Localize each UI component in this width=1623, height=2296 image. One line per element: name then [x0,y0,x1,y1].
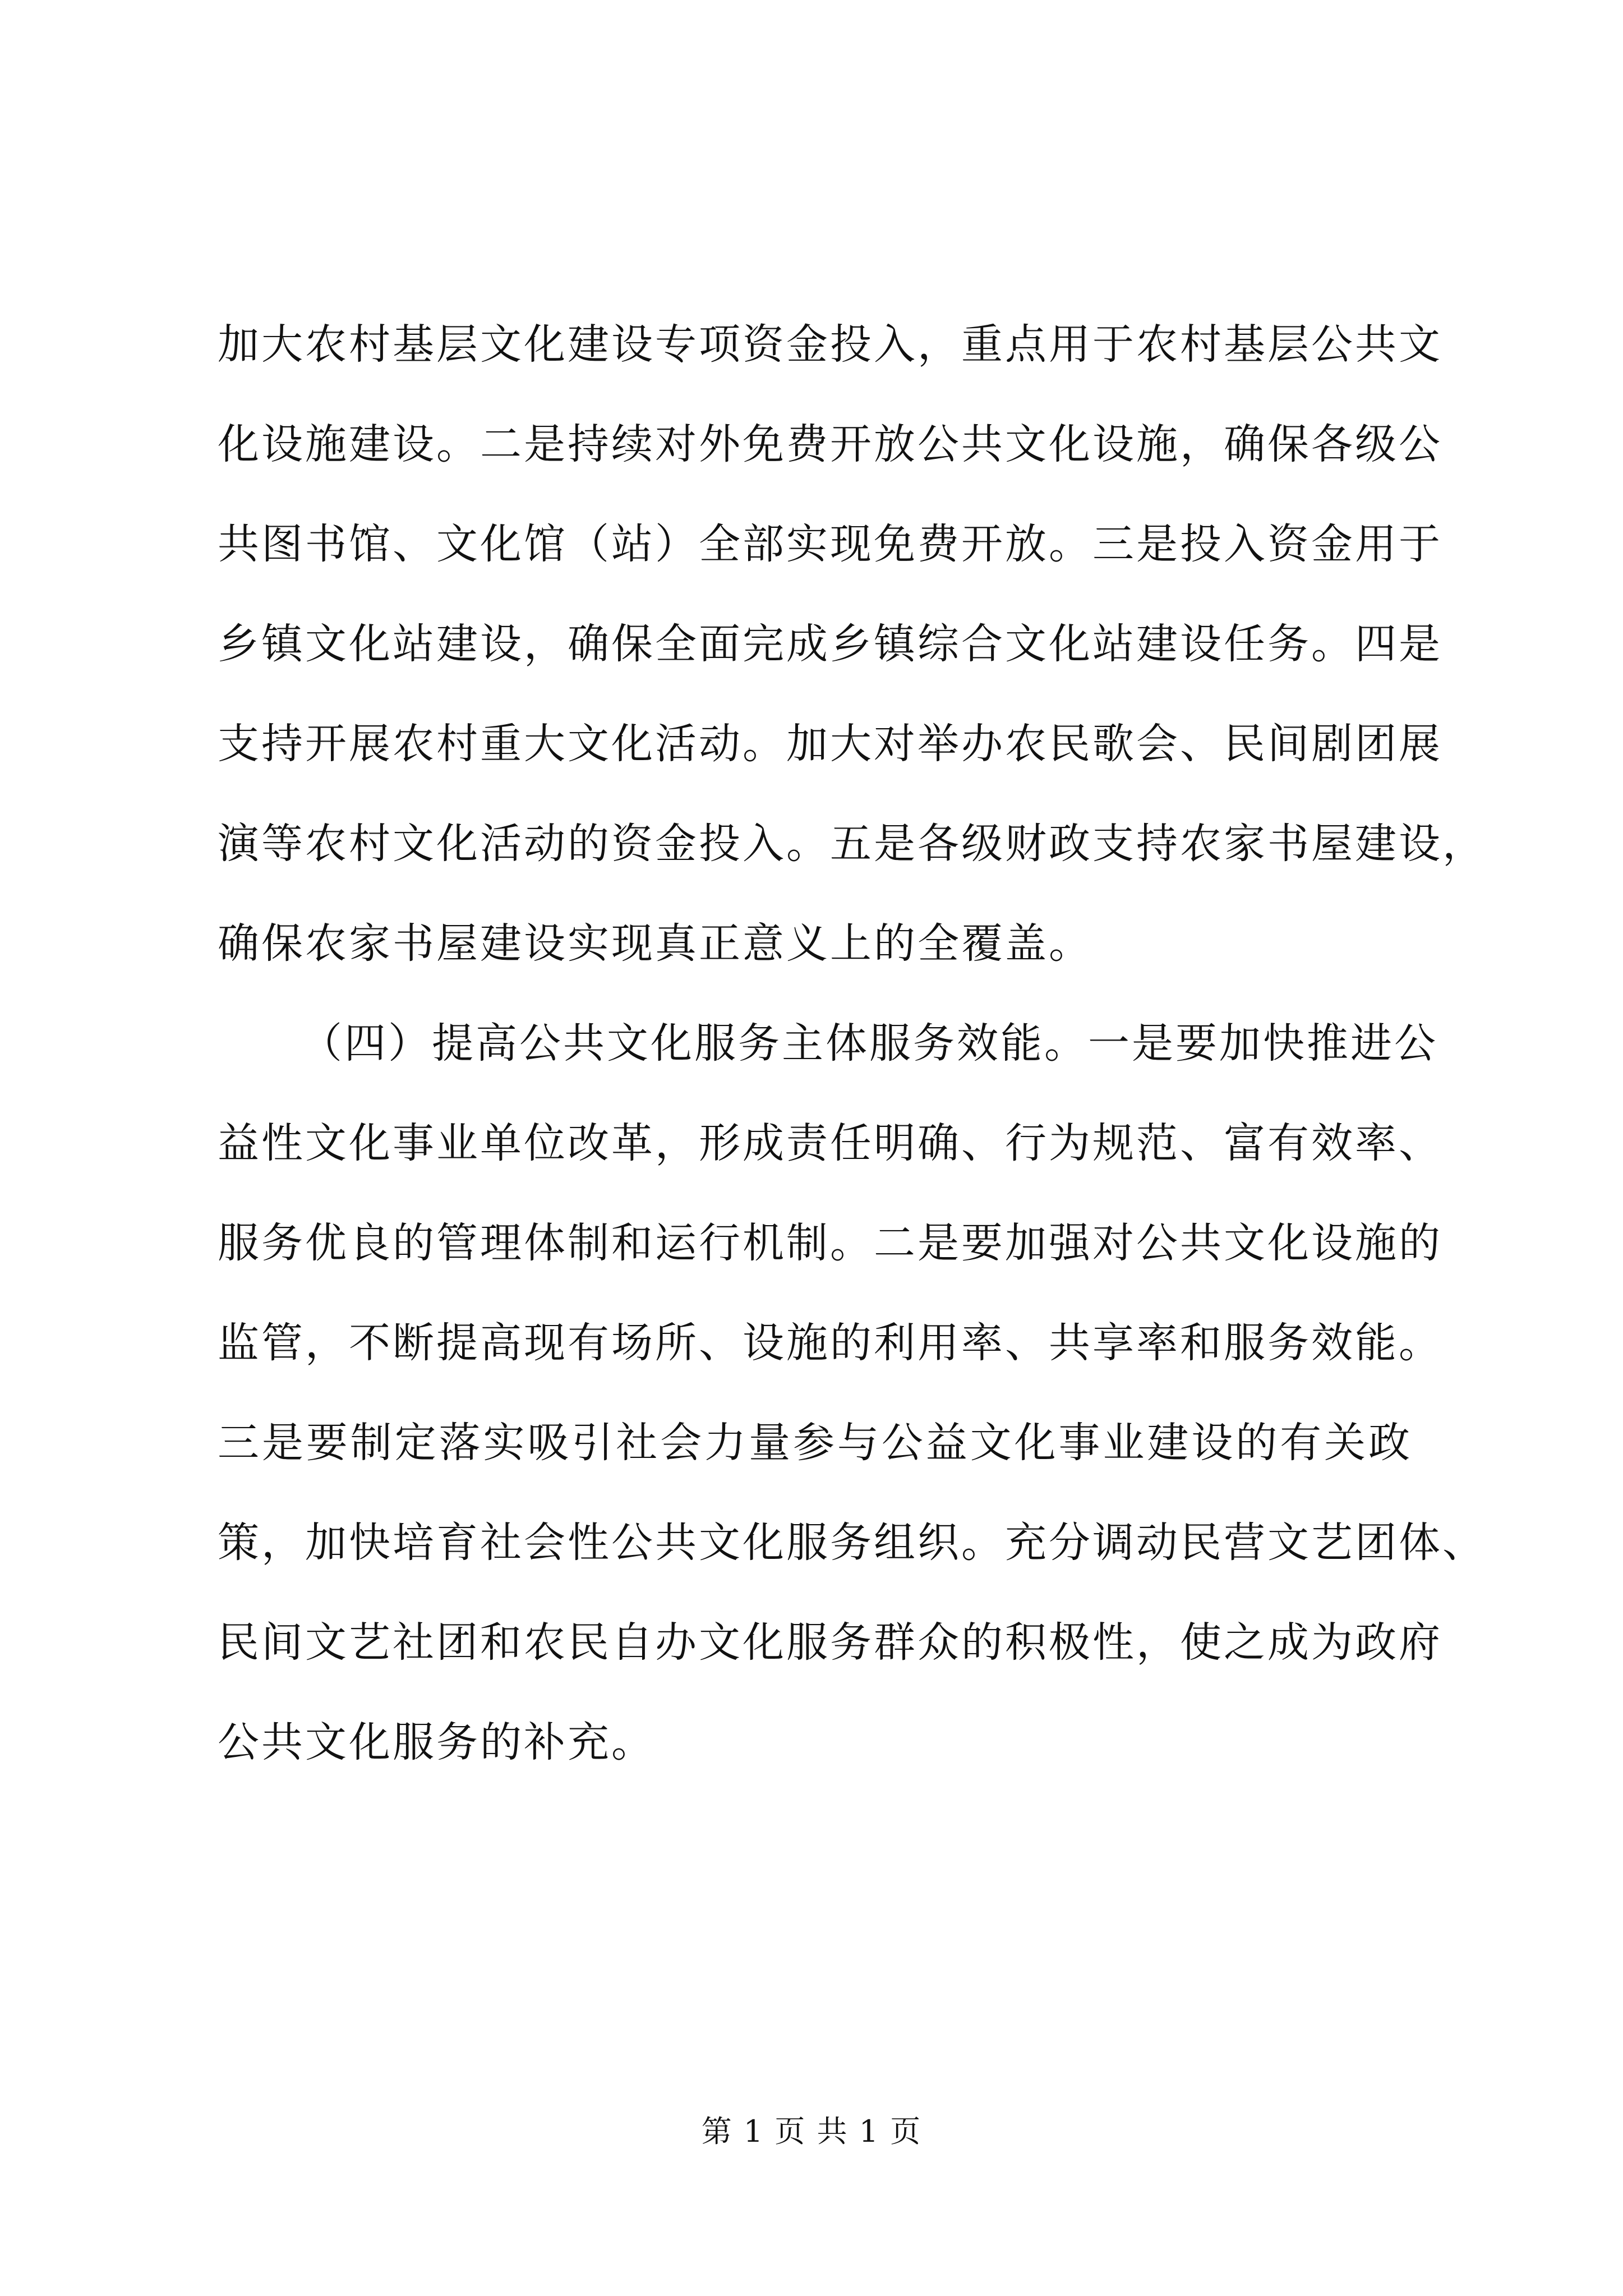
text-line: 公共文化服务的补充。 [218,1718,655,1766]
text-line: 支持开展农村重大文化活动。加大对举办农民歌会、民间剧团展 [218,720,1442,768]
body-text [218,295,1486,1792]
text-line: 确保农家书屋建设实现真正意义上的全覆盖。 [218,919,1092,968]
text-line: 化设施建设。二是持续对外免费开放公共文化设施，确保各级公 [218,420,1442,468]
page-footer: 第 1 页 共 1 页 [701,2114,922,2149]
text-line: 监管，不断提高现有场所、设施的利用率、共享率和服务效能。 [218,1319,1442,1367]
paragraph-first-line: （四）提高公共文化服务主体服务效能。一是要加快推进公 [301,1019,1438,1068]
text-line: 益性文化事业单位改革，形成责任明确、行为规范、富有效率、 [218,1119,1442,1167]
text-line: 服务优良的管理体制和运行机制。二是要加强对公共文化设施的 [218,1219,1442,1267]
text-line: 三是要制定落实吸引社会力量参与公益文化事业建设的有关政 [218,1419,1412,1467]
text-line: 加大农村基层文化建设专项资金投入，重点用于农村基层公共文 [218,320,1442,369]
text-line: 共图书馆、文化馆（站）全部实现免费开放。三是投入资金用于 [218,520,1442,568]
text-line: 民间文艺社团和农民自办文化服务群众的积极性，使之成为政府 [218,1618,1442,1667]
text-line: 演等农村文化活动的资金投入。五是各级财政支持农家书屋建设， [218,820,1486,868]
text-line: 乡镇文化站建设，确保全面完成乡镇综合文化站建设任务。四是 [218,620,1442,668]
text-line: 策，加快培育社会性公共文化服务组织。充分调动民营文艺团体、 [218,1519,1486,1567]
